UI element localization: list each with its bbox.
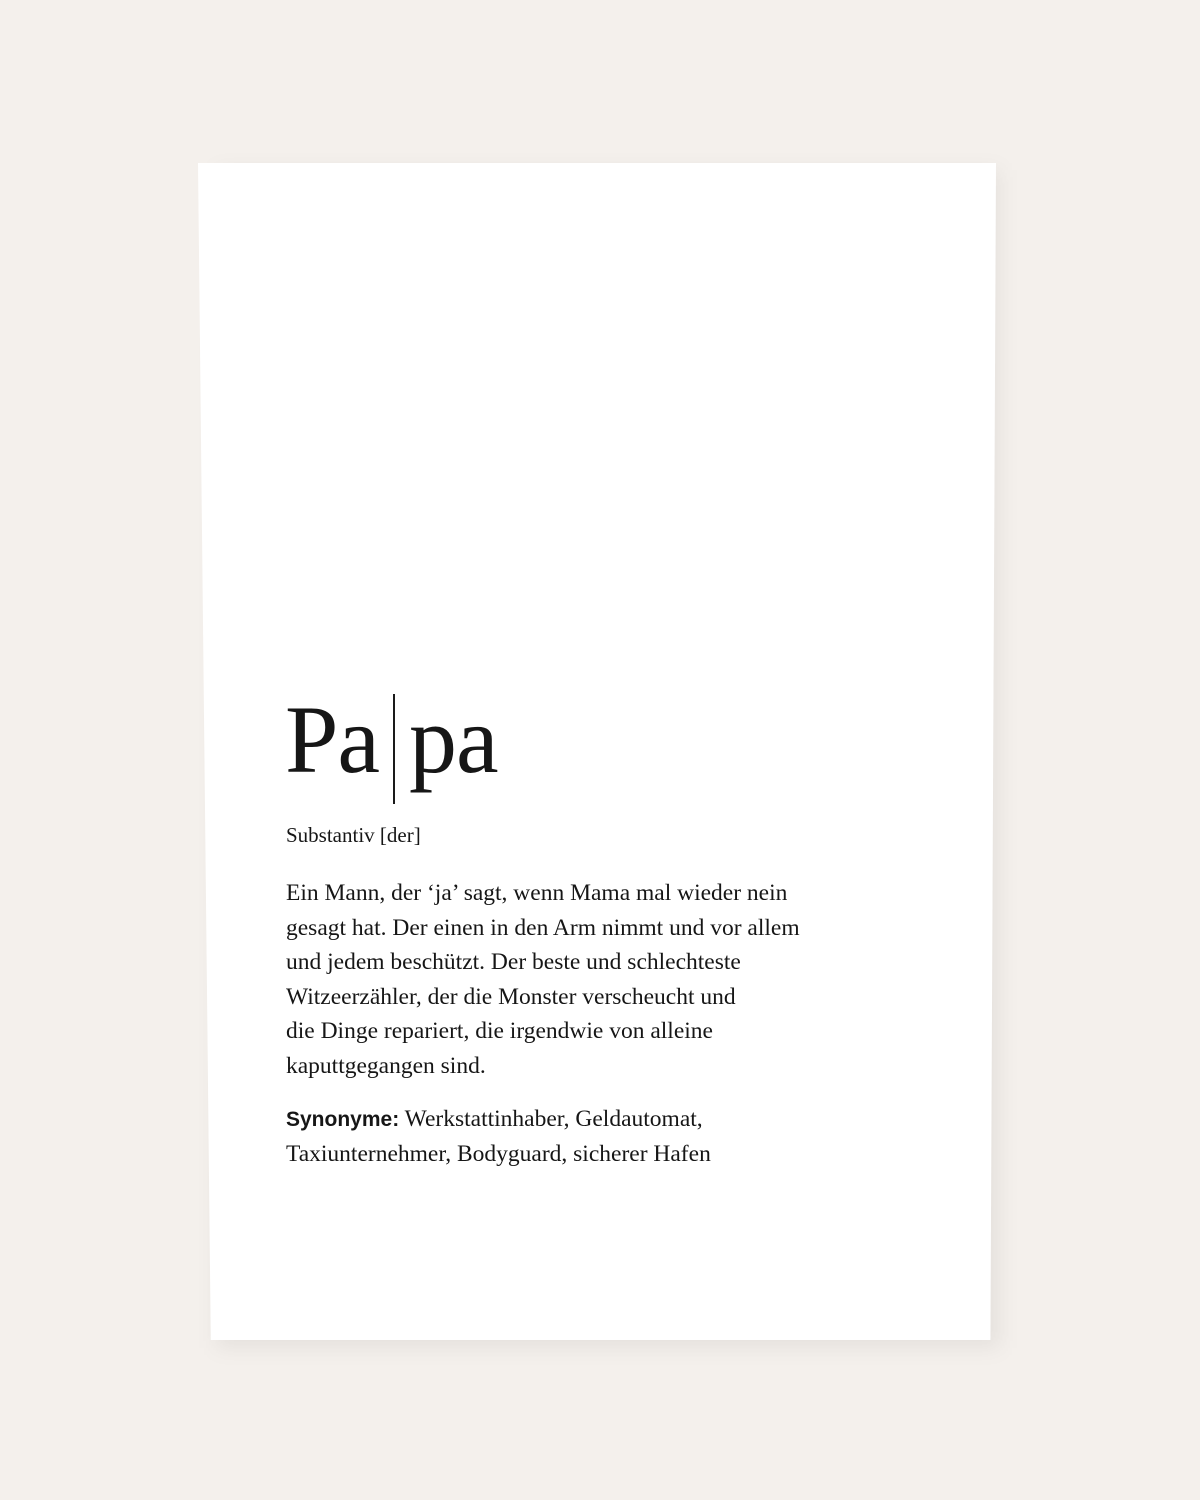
- definition-line: kaputtgegangen sind.: [286, 1052, 486, 1079]
- synonyms-text-1: Werkstattinhaber, Geldautomat,: [404, 1106, 703, 1132]
- syllable-divider: [393, 694, 395, 804]
- word-class: Substantiv [der]: [286, 823, 421, 847]
- definition-text: [286, 876, 886, 1083]
- synonyms-label: Synonyme:: [286, 1108, 400, 1131]
- definition-line: Ein Mann, der ‘ja’ sagt, wenn Mama mal wieder nein: [286, 880, 788, 906]
- definition-line: Witzeerzähler, der die Monster verscheucht und: [286, 983, 736, 1010]
- definition-line: die Dinge repariert, die irgendwie von alleine: [286, 1018, 713, 1044]
- synonyms-line-2: Taxiunternehmer, Bodyguard, sicherer Hafen: [286, 1141, 711, 1167]
- synonyms-block: [286, 1102, 886, 1171]
- headword: [285, 684, 498, 814]
- headword-syllable-2: pa: [409, 686, 498, 793]
- headword-syllable-1: Pa: [285, 686, 379, 793]
- definition-line: gesagt hat. Der einen in den Arm nimmt und vor allem: [286, 914, 800, 941]
- definition-line: und jedem beschützt. Der beste und schlechteste: [286, 949, 741, 975]
- synonyms-line-1: [286, 1102, 886, 1137]
